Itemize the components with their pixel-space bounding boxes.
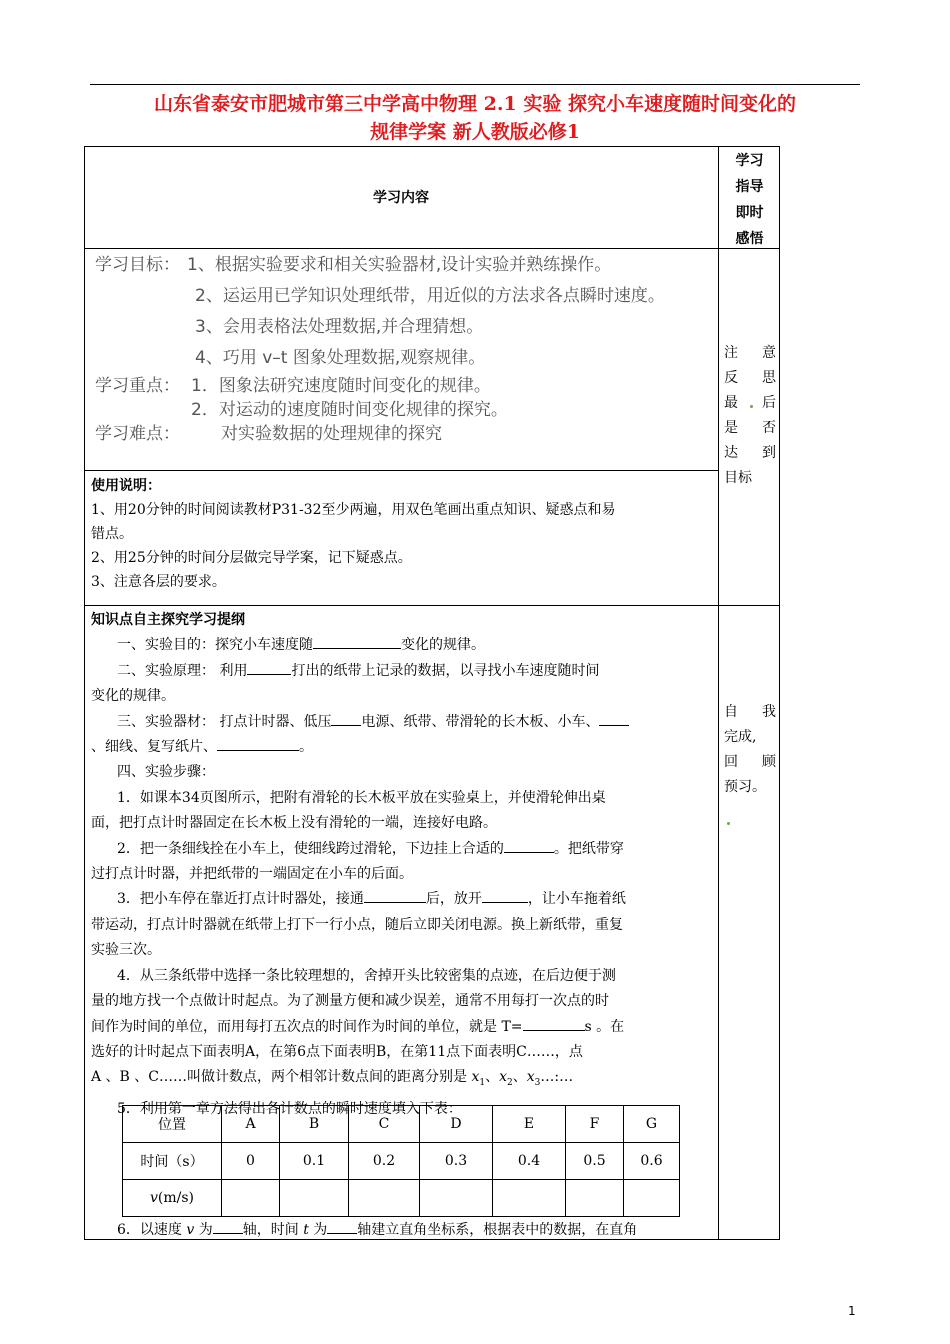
key-item: 1．图象法研究速度随时间变化的规律。 [191,376,491,396]
step-3-cont: 带运动，打点计时器就在纸带上打下一行小点，随后立即关闭电源。换上新纸带，重复 [91,916,623,933]
fill-blank[interactable] [213,1219,243,1234]
goal-item: 2、运运用已学知识处理纸带，用近似的方法求各点瞬时速度。 [195,286,665,306]
table-row: 时间（s） 0 0.1 0.2 0.3 0.4 0.5 0.6 [123,1143,680,1180]
page-number: 1 [848,1304,856,1318]
goal-item: 4、巧用 v–t 图象处理数据,观察规律。 [195,348,486,368]
usage-heading: 使用说明： [91,478,161,494]
step-3: 3．把小车停在靠近打点计时器处，接通 后，放开 ，让小车拖着纸 [91,887,711,912]
step-4-cont: A 、B 、C……叫做计数点，两个相邻计数点间的距离分别是 $x_1$、$x_2$、$x_3\dots:\dots$ [91,1069,574,1089]
knowledge-outline [91,608,711,1122]
step-5: 5．利用第一章方法得出各计数点的瞬时速度填入下表： [117,1100,462,1117]
velocity-cell[interactable] [349,1180,420,1217]
fill-blank[interactable] [313,634,401,649]
section-equipment-cont: 、细线、复写纸片、 。 [91,735,711,760]
title-line-1: 山东省泰安市肥城市第三中学高中物理 2.1 实验 探究小车速度随时间变化的 [154,93,796,115]
step-4-cont: 选好的计时起点下面表明A，在第6点下面表明B，在第11点下面表明C……，点 [91,1043,583,1060]
fill-blank[interactable] [217,736,299,751]
velocity-cell[interactable] [222,1180,280,1217]
marker-dot [750,405,753,408]
section-purpose: 一、实验目的：探究小车速度随 变化的规律。 [91,633,711,658]
usage-instructions [91,474,711,594]
side-column-header: 学习 指导 即时 感悟 [735,153,764,247]
fill-blank[interactable] [364,888,426,903]
velocity-cell[interactable] [566,1180,624,1217]
header-divider [84,248,780,249]
fill-blank[interactable] [327,1219,357,1234]
top-rule [90,84,860,85]
velocity-cell[interactable] [420,1180,493,1217]
content-column-header: 学习内容 [373,190,429,206]
step-6: 6．以速度 v 为 轴，时间 t 为 轴建立直角坐标系，根据表中的数据，在直角 [91,1218,711,1243]
side-column-divider [718,146,719,1240]
goals-divider [84,470,718,471]
key-item: 2．对运动的速度随时间变化规律的探究。 [191,400,508,420]
step-2-cont: 过打点计时器，并把纸带的一端固定在小车的后面。 [91,866,413,883]
fill-blank[interactable] [504,838,554,853]
step-3-cont: 实验三次。 [91,942,161,959]
step-2: 2．把一条细线拴在小车上，使细线跨过滑轮，下边挂上合适的 。把纸带穿 [91,837,711,862]
velocity-cell[interactable] [624,1180,680,1217]
velocity-cell[interactable] [280,1180,349,1217]
table-row [123,1180,680,1217]
document-title [84,90,866,146]
usage-item-cont: 错点。 [91,526,133,542]
velocity-table [122,1105,680,1217]
velocity-cell[interactable] [493,1180,566,1217]
step-4-cont: 量的地方找一个点做计时起点。为了测量方便和减少误差，通常不用每打一次点的时 [91,993,609,1010]
section-principle-cont: 变化的规律。 [91,688,175,705]
difficulty-item: 对实验数据的处理规律的探究 [221,424,442,444]
outline-heading: 知识点自主探究学习提纲 [91,612,245,628]
goal-item: 3、会用表格法处理数据,并合理猜想。 [195,317,484,337]
difficulty-label: 学习难点： [95,424,180,444]
usage-item: 2、用25分钟的时间分层做完导学案，记下疑惑点。 [91,550,412,566]
goal-label: 学习目标： [95,255,180,275]
step-1: 1．如课本34页图所示，把附有滑轮的长木板平放在实验桌上，并使滑轮伸出桌 [117,789,606,806]
velocity-label: v(m/s) [123,1180,222,1217]
step-1-cont: 面，把打点计时器固定在长木板上没有滑轮的一端，连接好电路。 [91,815,497,832]
fill-blank[interactable] [482,888,528,903]
section-equipment: 三、实验器材： 打点计时器、低压 电源、纸带、带滑轮的长木板、小车、 [91,710,711,735]
table-row: 位置 A B C D E F G [123,1106,680,1143]
usage-item: 3、注意各层的要求。 [91,574,226,590]
fill-blank[interactable] [523,1016,585,1031]
side-note-self-study: 自 我 完成, 回 顾 预习。 [724,704,776,795]
step-4: 4．从三条纸带中选择一条比较理想的，舍掉开头比较密集的点迹，在后边便于测 [117,967,616,984]
section-steps: 四、实验步骤： [117,764,215,781]
goal-item: 1、根据实验要求和相关实验器材,设计实验并熟练操作。 [187,255,612,275]
marker-dot [727,822,730,825]
key-label: 学习重点： [95,376,180,396]
section-principle: 二、实验原理： 利用 打出的纸带上记录的数据，以寻找小车速度随时间 [91,659,711,684]
title-line-2: 规律学案 新人教版必修1 [370,121,580,143]
fill-blank[interactable] [599,711,629,726]
side-note-reflect: 注 意 反 思 最 后 是 否 达 到 目标 [724,345,776,486]
usage-item: 1、用20分钟的时间阅读教材P31-32至少两遍，用双色笔画出重点知识、疑惑点和易 [91,502,616,518]
fill-blank[interactable] [331,711,361,726]
usage-divider [84,605,780,606]
step-4-cont: 间作为时间的单位，而用每打五次点的时间作为时间的单位，就是 T= s 。在 [91,1015,711,1040]
fill-blank[interactable] [247,660,291,675]
